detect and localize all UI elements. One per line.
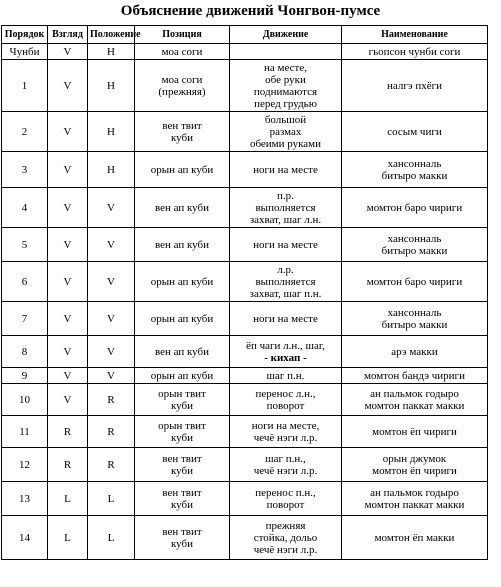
cell-name: момтон бандэ чириги <box>342 368 488 384</box>
table-row <box>2 384 488 416</box>
cell-movement: ноги на месте <box>230 152 342 188</box>
cell-position: H <box>88 112 135 152</box>
cell-movement: перенос п.н., поворот <box>230 482 342 516</box>
cell-order: 7 <box>2 302 48 336</box>
cell-name: момтон ёп чириги <box>342 416 488 448</box>
cell-position: V <box>88 368 135 384</box>
cell-stance: вен ап куби <box>135 336 230 368</box>
table-row <box>2 188 488 228</box>
cell-position: V <box>88 228 135 262</box>
cell-position: L <box>88 482 135 516</box>
cell-stance: вен твит куби <box>135 112 230 152</box>
cell-gaze: V <box>48 228 88 262</box>
header-name: Наименование <box>342 26 488 44</box>
table-row <box>2 262 488 302</box>
cell-position: H <box>88 60 135 112</box>
cell-order: 12 <box>2 448 48 482</box>
table-row <box>2 516 488 560</box>
movement-text: ёп чаги л.н., шаг, <box>246 339 325 352</box>
cell-order: Чунби <box>2 44 48 60</box>
cell-name: сосым чиги <box>342 112 488 152</box>
cell-gaze: R <box>48 416 88 448</box>
table-row <box>2 60 488 112</box>
cell-position: V <box>88 302 135 336</box>
cell-stance: моа соги (прежняя) <box>135 60 230 112</box>
cell-name: хансонналь битыро макки <box>342 152 488 188</box>
table-row <box>2 302 488 336</box>
cell-movement: ноги на месте <box>230 302 342 336</box>
cell-name: момтон ёп макки <box>342 516 488 560</box>
cell-stance: вен твит куби <box>135 482 230 516</box>
cell-position: V <box>88 188 135 228</box>
cell-gaze: V <box>48 302 88 336</box>
table-row <box>2 448 488 482</box>
cell-gaze: V <box>48 60 88 112</box>
cell-gaze: V <box>48 188 88 228</box>
cell-stance: вен ап куби <box>135 188 230 228</box>
cell-stance: орын твит куби <box>135 416 230 448</box>
cell-position: V <box>88 336 135 368</box>
cell-stance: орын твит куби <box>135 384 230 416</box>
cell-name: арэ макки <box>342 336 488 368</box>
cell-movement: п.р. выполняется захват, шаг л.н. <box>230 188 342 228</box>
header-movement: Движение <box>230 26 342 44</box>
cell-stance: вен твит куби <box>135 516 230 560</box>
cell-name: хансонналь битыро макки <box>342 302 488 336</box>
header-row <box>2 26 488 44</box>
cell-movement: ноги на месте, чечё нэги л.р. <box>230 416 342 448</box>
cell-name: ан пальмок годыро момтон паккат макки <box>342 384 488 416</box>
cell-stance: вен ап куби <box>135 228 230 262</box>
cell-order: 2 <box>2 112 48 152</box>
table-row <box>2 336 488 368</box>
cell-position: R <box>88 448 135 482</box>
cell-stance: орын ап куби <box>135 152 230 188</box>
table-row <box>2 228 488 262</box>
cell-stance: орын ап куби <box>135 368 230 384</box>
cell-stance: моа соги <box>135 44 230 60</box>
cell-name: орын джумок момтон ёп чириги <box>342 448 488 482</box>
cell-gaze: V <box>48 336 88 368</box>
cell-movement: шаг п.н. <box>230 368 342 384</box>
cell-gaze: L <box>48 516 88 560</box>
cell-movement: ноги на месте <box>230 228 342 262</box>
cell-gaze: V <box>48 384 88 416</box>
moves-table <box>1 25 488 560</box>
cell-gaze: V <box>48 152 88 188</box>
cell-movement: шаг п.н., чечё нэги л.р. <box>230 448 342 482</box>
cell-order: 6 <box>2 262 48 302</box>
header-order: Порядок <box>2 26 48 44</box>
cell-order: 5 <box>2 228 48 262</box>
cell-position: V <box>88 262 135 302</box>
table-row <box>2 112 488 152</box>
cell-stance: вен твит куби <box>135 448 230 482</box>
cell-order: 11 <box>2 416 48 448</box>
cell-position: R <box>88 416 135 448</box>
cell-movement <box>230 44 342 60</box>
cell-movement: на месте, обе руки поднимаются перед грудью <box>230 60 342 112</box>
cell-name: хансонналь битыро макки <box>342 228 488 262</box>
table-row <box>2 152 488 188</box>
cell-position: L <box>88 516 135 560</box>
table-row <box>2 368 488 384</box>
table-row <box>2 482 488 516</box>
cell-gaze: V <box>48 44 88 60</box>
cell-movement: л.р. выполняется захват, шаг п.н. <box>230 262 342 302</box>
cell-name: момтон баро чириги <box>342 262 488 302</box>
cell-movement: прежняя стойка, дольо чечё нэги л.р. <box>230 516 342 560</box>
cell-gaze: R <box>48 448 88 482</box>
cell-gaze: V <box>48 368 88 384</box>
cell-position: H <box>88 152 135 188</box>
cell-name: гьопсон чунби соги <box>342 44 488 60</box>
cell-gaze: V <box>48 112 88 152</box>
cell-order: 14 <box>2 516 48 560</box>
cell-name: момтон баро чириги <box>342 188 488 228</box>
cell-order: 9 <box>2 368 48 384</box>
cell-order: 3 <box>2 152 48 188</box>
cell-gaze: V <box>48 262 88 302</box>
header-stance: Позиция <box>135 26 230 44</box>
cell-movement: перенос л.н., поворот <box>230 384 342 416</box>
cell-order: 13 <box>2 482 48 516</box>
table-row <box>2 44 488 60</box>
cell-order: 1 <box>2 60 48 112</box>
cell-name: налгэ пхёги <box>342 60 488 112</box>
page-title: Объяснение движений Чонгвон-пумсе <box>120 3 381 19</box>
cell-movement: большой размах обеими руками <box>230 112 342 152</box>
cell-movement <box>230 336 342 368</box>
cell-name: ан пальмок годыро момтон паккат макки <box>342 482 488 516</box>
header-position: Положение <box>88 26 135 44</box>
header-gaze: Взгляд <box>48 26 88 44</box>
kihap-label: - кихап - <box>264 351 307 364</box>
cell-stance: орын ап куби <box>135 302 230 336</box>
table-row <box>2 416 488 448</box>
cell-position: H <box>88 44 135 60</box>
cell-order: 8 <box>2 336 48 368</box>
cell-gaze: L <box>48 482 88 516</box>
cell-order: 10 <box>2 384 48 416</box>
cell-stance: орын ап куби <box>135 262 230 302</box>
cell-position: R <box>88 384 135 416</box>
cell-order: 4 <box>2 188 48 228</box>
